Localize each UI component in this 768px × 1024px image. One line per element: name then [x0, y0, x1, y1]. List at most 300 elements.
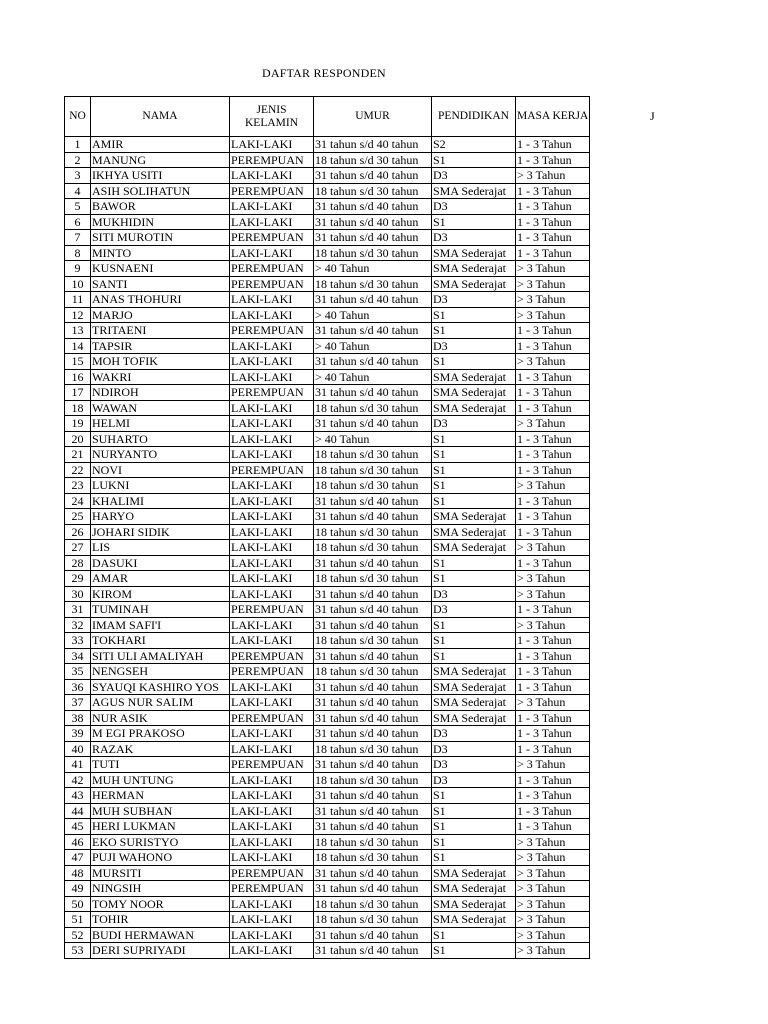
cell-pendidikan: SMA Sederajat	[432, 881, 516, 897]
cell-pendidikan: S1	[432, 354, 516, 370]
table-row	[65, 726, 590, 742]
cell-pendidikan: D3	[432, 168, 516, 184]
table-row	[65, 881, 590, 897]
cell-no: 7	[65, 230, 91, 246]
cell-pendidikan: S1	[432, 431, 516, 447]
cell-masa-kerja: 1 - 3 Tahun	[516, 152, 590, 168]
cell-nama: BAWOR	[91, 199, 230, 215]
cell-masa-kerja: 1 - 3 Tahun	[516, 524, 590, 540]
cell-pendidikan: S1	[432, 462, 516, 478]
cell-no: 11	[65, 292, 91, 308]
table-row	[65, 741, 590, 757]
table-row	[65, 912, 590, 928]
cell-umur: 31 tahun s/d 40 tahun	[314, 881, 432, 897]
cell-nama: KIROM	[91, 586, 230, 602]
cell-jenis-kelamin: PEREMPUAN	[230, 230, 314, 246]
cell-no: 50	[65, 896, 91, 912]
cell-jenis-kelamin: LAKI-LAKI	[230, 400, 314, 416]
cell-umur: 18 tahun s/d 30 tahun	[314, 462, 432, 478]
cell-masa-kerja: 1 - 3 Tahun	[516, 431, 590, 447]
cell-nama: NDIROH	[91, 385, 230, 401]
cell-nama: SYAUQI KASHIRO YOS	[91, 679, 230, 695]
cell-masa-kerja: > 3 Tahun	[516, 307, 590, 323]
table-row	[65, 896, 590, 912]
cell-nama: WAKRI	[91, 369, 230, 385]
table-row	[65, 788, 590, 804]
table-row	[65, 152, 590, 168]
cell-no: 2	[65, 152, 91, 168]
cell-pendidikan: D3	[432, 586, 516, 602]
cell-jenis-kelamin: LAKI-LAKI	[230, 695, 314, 711]
table-row	[65, 447, 590, 463]
cell-pendidikan: D3	[432, 741, 516, 757]
cell-umur: 31 tahun s/d 40 tahun	[314, 586, 432, 602]
cell-masa-kerja: 1 - 3 Tahun	[516, 602, 590, 618]
cell-pendidikan: D3	[432, 772, 516, 788]
cell-nama: MUH SUBHAN	[91, 803, 230, 819]
cell-umur: 31 tahun s/d 40 tahun	[314, 214, 432, 230]
cell-umur: 18 tahun s/d 30 tahun	[314, 478, 432, 494]
cell-umur: 18 tahun s/d 30 tahun	[314, 571, 432, 587]
cell-masa-kerja: 1 - 3 Tahun	[516, 323, 590, 339]
cell-no: 14	[65, 338, 91, 354]
cell-umur: 31 tahun s/d 40 tahun	[314, 230, 432, 246]
table-row	[65, 586, 590, 602]
cell-no: 41	[65, 757, 91, 773]
cell-no: 22	[65, 462, 91, 478]
cell-jenis-kelamin: PEREMPUAN	[230, 462, 314, 478]
cell-masa-kerja: > 3 Tahun	[516, 292, 590, 308]
cell-pendidikan: S1	[432, 493, 516, 509]
cell-no: 8	[65, 245, 91, 261]
cell-masa-kerja: 1 - 3 Tahun	[516, 726, 590, 742]
table-row	[65, 819, 590, 835]
cell-nama: NUR ASIK	[91, 710, 230, 726]
cell-nama: JOHARI SIDIK	[91, 524, 230, 540]
cell-no: 20	[65, 431, 91, 447]
cell-nama: NENGSEH	[91, 664, 230, 680]
cell-no: 36	[65, 679, 91, 695]
cell-masa-kerja: > 3 Tahun	[516, 757, 590, 773]
cell-masa-kerja: > 3 Tahun	[516, 695, 590, 711]
cell-nama: MURSITI	[91, 865, 230, 881]
cell-umur: 18 tahun s/d 30 tahun	[314, 245, 432, 261]
cell-pendidikan: SMA Sederajat	[432, 369, 516, 385]
cell-umur: 31 tahun s/d 40 tahun	[314, 416, 432, 432]
cell-no: 23	[65, 478, 91, 494]
respondent-table	[64, 96, 590, 959]
cell-masa-kerja: 1 - 3 Tahun	[516, 493, 590, 509]
cell-pendidikan: SMA Sederajat	[432, 524, 516, 540]
cell-no: 39	[65, 726, 91, 742]
cell-nama: MINTO	[91, 245, 230, 261]
table-row	[65, 183, 590, 199]
cell-nama: AGUS NUR SALIM	[91, 695, 230, 711]
cell-pendidikan: D3	[432, 602, 516, 618]
cell-masa-kerja: 1 - 3 Tahun	[516, 555, 590, 571]
cell-nama: HELMI	[91, 416, 230, 432]
cell-masa-kerja: 1 - 3 Tahun	[516, 462, 590, 478]
table-row	[65, 261, 590, 277]
cell-no: 25	[65, 509, 91, 525]
cell-pendidikan: S1	[432, 850, 516, 866]
cell-nama: TAPSIR	[91, 338, 230, 354]
cell-nama: ASIH SOLIHATUN	[91, 183, 230, 199]
cell-pendidikan: D3	[432, 757, 516, 773]
cell-no: 27	[65, 540, 91, 556]
cell-masa-kerja: 1 - 3 Tahun	[516, 400, 590, 416]
table-row	[65, 416, 590, 432]
cell-jenis-kelamin: LAKI-LAKI	[230, 478, 314, 494]
cell-jenis-kelamin: LAKI-LAKI	[230, 354, 314, 370]
cell-umur: 31 tahun s/d 40 tahun	[314, 865, 432, 881]
cell-umur: 31 tahun s/d 40 tahun	[314, 323, 432, 339]
cell-jenis-kelamin: LAKI-LAKI	[230, 741, 314, 757]
table-row	[65, 865, 590, 881]
cell-umur: 18 tahun s/d 30 tahun	[314, 850, 432, 866]
cell-no: 21	[65, 447, 91, 463]
cell-umur: 31 tahun s/d 40 tahun	[314, 292, 432, 308]
cell-no: 44	[65, 803, 91, 819]
cell-jenis-kelamin: LAKI-LAKI	[230, 493, 314, 509]
cell-masa-kerja: > 3 Tahun	[516, 943, 590, 959]
header-jenis-kelamin-line2: KELAMIN	[244, 116, 299, 129]
table-row	[65, 571, 590, 587]
cell-jenis-kelamin: PEREMPUAN	[230, 276, 314, 292]
cell-pendidikan: SMA Sederajat	[432, 183, 516, 199]
cell-pendidikan: S1	[432, 803, 516, 819]
cell-pendidikan: S1	[432, 943, 516, 959]
cell-pendidikan: S1	[432, 819, 516, 835]
cell-umur: 18 tahun s/d 30 tahun	[314, 524, 432, 540]
cell-pendidikan: SMA Sederajat	[432, 245, 516, 261]
cell-umur: 31 tahun s/d 40 tahun	[314, 819, 432, 835]
cell-nama: HARYO	[91, 509, 230, 525]
cell-umur: 31 tahun s/d 40 tahun	[314, 199, 432, 215]
table-row	[65, 478, 590, 494]
cell-umur: 18 tahun s/d 30 tahun	[314, 540, 432, 556]
table-row	[65, 509, 590, 525]
cell-no: 35	[65, 664, 91, 680]
cell-nama: SITI ULI AMALIYAH	[91, 648, 230, 664]
cell-pendidikan: D3	[432, 199, 516, 215]
cell-pendidikan: S1	[432, 555, 516, 571]
cell-nama: RAZAK	[91, 741, 230, 757]
cell-jenis-kelamin: LAKI-LAKI	[230, 245, 314, 261]
cell-nama: NOVI	[91, 462, 230, 478]
cell-nama: EKO SURISTYO	[91, 834, 230, 850]
cell-no: 32	[65, 617, 91, 633]
cell-umur: 31 tahun s/d 40 tahun	[314, 695, 432, 711]
cell-jenis-kelamin: LAKI-LAKI	[230, 137, 314, 153]
cell-masa-kerja: 1 - 3 Tahun	[516, 648, 590, 664]
cell-pendidikan: S1	[432, 447, 516, 463]
table-row	[65, 323, 590, 339]
cell-jenis-kelamin: LAKI-LAKI	[230, 803, 314, 819]
table-row	[65, 292, 590, 308]
table-header-row	[65, 97, 590, 137]
cell-umur: 31 tahun s/d 40 tahun	[314, 803, 432, 819]
cell-umur: 31 tahun s/d 40 tahun	[314, 648, 432, 664]
cell-nama: TUTI	[91, 757, 230, 773]
cell-jenis-kelamin: LAKI-LAKI	[230, 307, 314, 323]
cell-umur: > 40 Tahun	[314, 338, 432, 354]
table-row	[65, 214, 590, 230]
cell-umur: 18 tahun s/d 30 tahun	[314, 400, 432, 416]
table-row	[65, 602, 590, 618]
cell-jenis-kelamin: PEREMPUAN	[230, 865, 314, 881]
cell-umur: > 40 Tahun	[314, 369, 432, 385]
cell-jenis-kelamin: PEREMPUAN	[230, 261, 314, 277]
table-row	[65, 276, 590, 292]
cell-no: 29	[65, 571, 91, 587]
table-row	[65, 540, 590, 556]
cell-pendidikan: S1	[432, 633, 516, 649]
table-row	[65, 757, 590, 773]
cell-jenis-kelamin: LAKI-LAKI	[230, 555, 314, 571]
cell-nama: MUKHIDIN	[91, 214, 230, 230]
table-row	[65, 524, 590, 540]
cell-umur: 31 tahun s/d 40 tahun	[314, 679, 432, 695]
cell-umur: 18 tahun s/d 30 tahun	[314, 896, 432, 912]
table-row	[65, 431, 590, 447]
cell-masa-kerja: 1 - 3 Tahun	[516, 741, 590, 757]
cell-no: 1	[65, 137, 91, 153]
cell-jenis-kelamin: LAKI-LAKI	[230, 617, 314, 633]
cell-nama: AMAR	[91, 571, 230, 587]
table-row	[65, 493, 590, 509]
cell-masa-kerja: > 3 Tahun	[516, 865, 590, 881]
cell-nama: SANTI	[91, 276, 230, 292]
table-row	[65, 245, 590, 261]
cell-nama: TRITAENI	[91, 323, 230, 339]
cell-no: 53	[65, 943, 91, 959]
table-row	[65, 199, 590, 215]
cell-jenis-kelamin: LAKI-LAKI	[230, 679, 314, 695]
cell-pendidikan: S1	[432, 307, 516, 323]
cell-jenis-kelamin: LAKI-LAKI	[230, 633, 314, 649]
cell-no: 17	[65, 385, 91, 401]
table-row	[65, 664, 590, 680]
cell-no: 38	[65, 710, 91, 726]
table-row	[65, 695, 590, 711]
cell-masa-kerja: 1 - 3 Tahun	[516, 369, 590, 385]
cell-pendidikan: SMA Sederajat	[432, 509, 516, 525]
cell-pendidikan: SMA Sederajat	[432, 865, 516, 881]
cell-pendidikan: S1	[432, 214, 516, 230]
cell-masa-kerja: > 3 Tahun	[516, 276, 590, 292]
cell-jenis-kelamin: LAKI-LAKI	[230, 214, 314, 230]
cell-nama: TUMINAH	[91, 602, 230, 618]
cell-no: 3	[65, 168, 91, 184]
cell-nama: PUJI WAHONO	[91, 850, 230, 866]
cell-pendidikan: S1	[432, 478, 516, 494]
cell-jenis-kelamin: LAKI-LAKI	[230, 896, 314, 912]
cell-no: 46	[65, 834, 91, 850]
cell-pendidikan: D3	[432, 230, 516, 246]
cell-no: 34	[65, 648, 91, 664]
table-row	[65, 230, 590, 246]
cell-pendidikan: S1	[432, 323, 516, 339]
cell-masa-kerja: 1 - 3 Tahun	[516, 803, 590, 819]
cell-umur: 31 tahun s/d 40 tahun	[314, 168, 432, 184]
cell-jenis-kelamin: LAKI-LAKI	[230, 819, 314, 835]
cell-masa-kerja: 1 - 3 Tahun	[516, 385, 590, 401]
header-umur: UMUR	[314, 97, 432, 137]
cell-nama: MOH TOFIK	[91, 354, 230, 370]
cell-umur: 31 tahun s/d 40 tahun	[314, 617, 432, 633]
cell-no: 26	[65, 524, 91, 540]
cell-masa-kerja: > 3 Tahun	[516, 927, 590, 943]
cell-jenis-kelamin: LAKI-LAKI	[230, 586, 314, 602]
cell-masa-kerja: > 3 Tahun	[516, 354, 590, 370]
cell-umur: 18 tahun s/d 30 tahun	[314, 152, 432, 168]
cell-umur: 31 tahun s/d 40 tahun	[314, 493, 432, 509]
cell-nama: SUHARTO	[91, 431, 230, 447]
cell-nama: HERMAN	[91, 788, 230, 804]
cell-no: 15	[65, 354, 91, 370]
page-title: DAFTAR RESPONDEN	[262, 66, 386, 80]
cell-masa-kerja: 1 - 3 Tahun	[516, 772, 590, 788]
cell-pendidikan: D3	[432, 292, 516, 308]
cell-jenis-kelamin: LAKI-LAKI	[230, 788, 314, 804]
cell-masa-kerja: 1 - 3 Tahun	[516, 214, 590, 230]
cell-umur: 31 tahun s/d 40 tahun	[314, 354, 432, 370]
table-row	[65, 679, 590, 695]
cell-jenis-kelamin: LAKI-LAKI	[230, 168, 314, 184]
cell-no: 24	[65, 493, 91, 509]
cell-jenis-kelamin: LAKI-LAKI	[230, 292, 314, 308]
cell-jenis-kelamin: PEREMPUAN	[230, 602, 314, 618]
cell-pendidikan: SMA Sederajat	[432, 540, 516, 556]
cell-umur: 18 tahun s/d 30 tahun	[314, 447, 432, 463]
cell-no: 4	[65, 183, 91, 199]
cell-jenis-kelamin: PEREMPUAN	[230, 664, 314, 680]
cell-masa-kerja: 1 - 3 Tahun	[516, 633, 590, 649]
cell-masa-kerja: > 3 Tahun	[516, 571, 590, 587]
cell-no: 30	[65, 586, 91, 602]
cell-pendidikan: S1	[432, 571, 516, 587]
cell-umur: 18 tahun s/d 30 tahun	[314, 183, 432, 199]
cell-nama: SITI MUROTIN	[91, 230, 230, 246]
table-row	[65, 648, 590, 664]
cell-jenis-kelamin: PEREMPUAN	[230, 710, 314, 726]
cell-pendidikan: S1	[432, 834, 516, 850]
cell-umur: > 40 Tahun	[314, 307, 432, 323]
cell-nama: WAWAN	[91, 400, 230, 416]
cell-masa-kerja: 1 - 3 Tahun	[516, 447, 590, 463]
cell-no: 13	[65, 323, 91, 339]
cell-pendidikan: S1	[432, 617, 516, 633]
cell-masa-kerja: 1 - 3 Tahun	[516, 338, 590, 354]
cell-jenis-kelamin: LAKI-LAKI	[230, 447, 314, 463]
cell-nama: NURYANTO	[91, 447, 230, 463]
table-row	[65, 850, 590, 866]
cell-masa-kerja: 1 - 3 Tahun	[516, 819, 590, 835]
cell-pendidikan: SMA Sederajat	[432, 710, 516, 726]
cell-umur: 18 tahun s/d 30 tahun	[314, 834, 432, 850]
table-row	[65, 354, 590, 370]
cell-nama: NINGSIH	[91, 881, 230, 897]
cell-nama: KUSNAENI	[91, 261, 230, 277]
table-row	[65, 385, 590, 401]
cell-pendidikan: D3	[432, 726, 516, 742]
cell-pendidikan: S1	[432, 152, 516, 168]
cell-jenis-kelamin: LAKI-LAKI	[230, 416, 314, 432]
table-row	[65, 633, 590, 649]
cell-nama: IMAM SAFI'I	[91, 617, 230, 633]
header-no: NO	[65, 97, 91, 137]
cell-masa-kerja: 1 - 3 Tahun	[516, 788, 590, 804]
cell-jenis-kelamin: LAKI-LAKI	[230, 834, 314, 850]
cell-no: 12	[65, 307, 91, 323]
cell-pendidikan: SMA Sederajat	[432, 261, 516, 277]
cell-masa-kerja: 1 - 3 Tahun	[516, 199, 590, 215]
cell-pendidikan: SMA Sederajat	[432, 695, 516, 711]
header-masa-kerja: MASA KERJA	[516, 97, 590, 137]
cell-nama: LUKNI	[91, 478, 230, 494]
cell-no: 31	[65, 602, 91, 618]
cell-masa-kerja: > 3 Tahun	[516, 896, 590, 912]
cell-masa-kerja: > 3 Tahun	[516, 912, 590, 928]
cell-jenis-kelamin: LAKI-LAKI	[230, 524, 314, 540]
cell-umur: 31 tahun s/d 40 tahun	[314, 757, 432, 773]
cell-jenis-kelamin: PEREMPUAN	[230, 757, 314, 773]
cell-nama: TOMY NOOR	[91, 896, 230, 912]
table-row	[65, 555, 590, 571]
header-jenis-kelamin	[230, 97, 314, 137]
table-row	[65, 338, 590, 354]
cell-masa-kerja: 1 - 3 Tahun	[516, 245, 590, 261]
cell-nama: TOKHARI	[91, 633, 230, 649]
cell-no: 16	[65, 369, 91, 385]
cell-masa-kerja: 1 - 3 Tahun	[516, 664, 590, 680]
cell-jenis-kelamin: LAKI-LAKI	[230, 338, 314, 354]
cell-masa-kerja: 1 - 3 Tahun	[516, 183, 590, 199]
cell-nama: MUH UNTUNG	[91, 772, 230, 788]
cell-pendidikan: SMA Sederajat	[432, 385, 516, 401]
cell-jenis-kelamin: LAKI-LAKI	[230, 369, 314, 385]
cell-pendidikan: S1	[432, 927, 516, 943]
truncated-column-header: J	[650, 109, 655, 123]
cell-umur: 18 tahun s/d 30 tahun	[314, 741, 432, 757]
cell-nama: DASUKI	[91, 555, 230, 571]
cell-pendidikan: D3	[432, 416, 516, 432]
cell-masa-kerja: > 3 Tahun	[516, 416, 590, 432]
table-row	[65, 617, 590, 633]
cell-umur: 31 tahun s/d 40 tahun	[314, 710, 432, 726]
cell-jenis-kelamin: LAKI-LAKI	[230, 509, 314, 525]
cell-no: 42	[65, 772, 91, 788]
cell-nama: LIS	[91, 540, 230, 556]
cell-masa-kerja: 1 - 3 Tahun	[516, 710, 590, 726]
table-row	[65, 369, 590, 385]
cell-pendidikan: S1	[432, 788, 516, 804]
cell-no: 10	[65, 276, 91, 292]
cell-jenis-kelamin: PEREMPUAN	[230, 183, 314, 199]
cell-pendidikan: S2	[432, 137, 516, 153]
cell-no: 43	[65, 788, 91, 804]
cell-nama: BUDI HERMAWAN	[91, 927, 230, 943]
cell-umur: 18 tahun s/d 30 tahun	[314, 276, 432, 292]
cell-masa-kerja: > 3 Tahun	[516, 540, 590, 556]
cell-umur: 18 tahun s/d 30 tahun	[314, 633, 432, 649]
cell-pendidikan: SMA Sederajat	[432, 679, 516, 695]
cell-umur: 31 tahun s/d 40 tahun	[314, 509, 432, 525]
cell-masa-kerja: 1 - 3 Tahun	[516, 509, 590, 525]
cell-umur: 31 tahun s/d 40 tahun	[314, 943, 432, 959]
cell-no: 33	[65, 633, 91, 649]
